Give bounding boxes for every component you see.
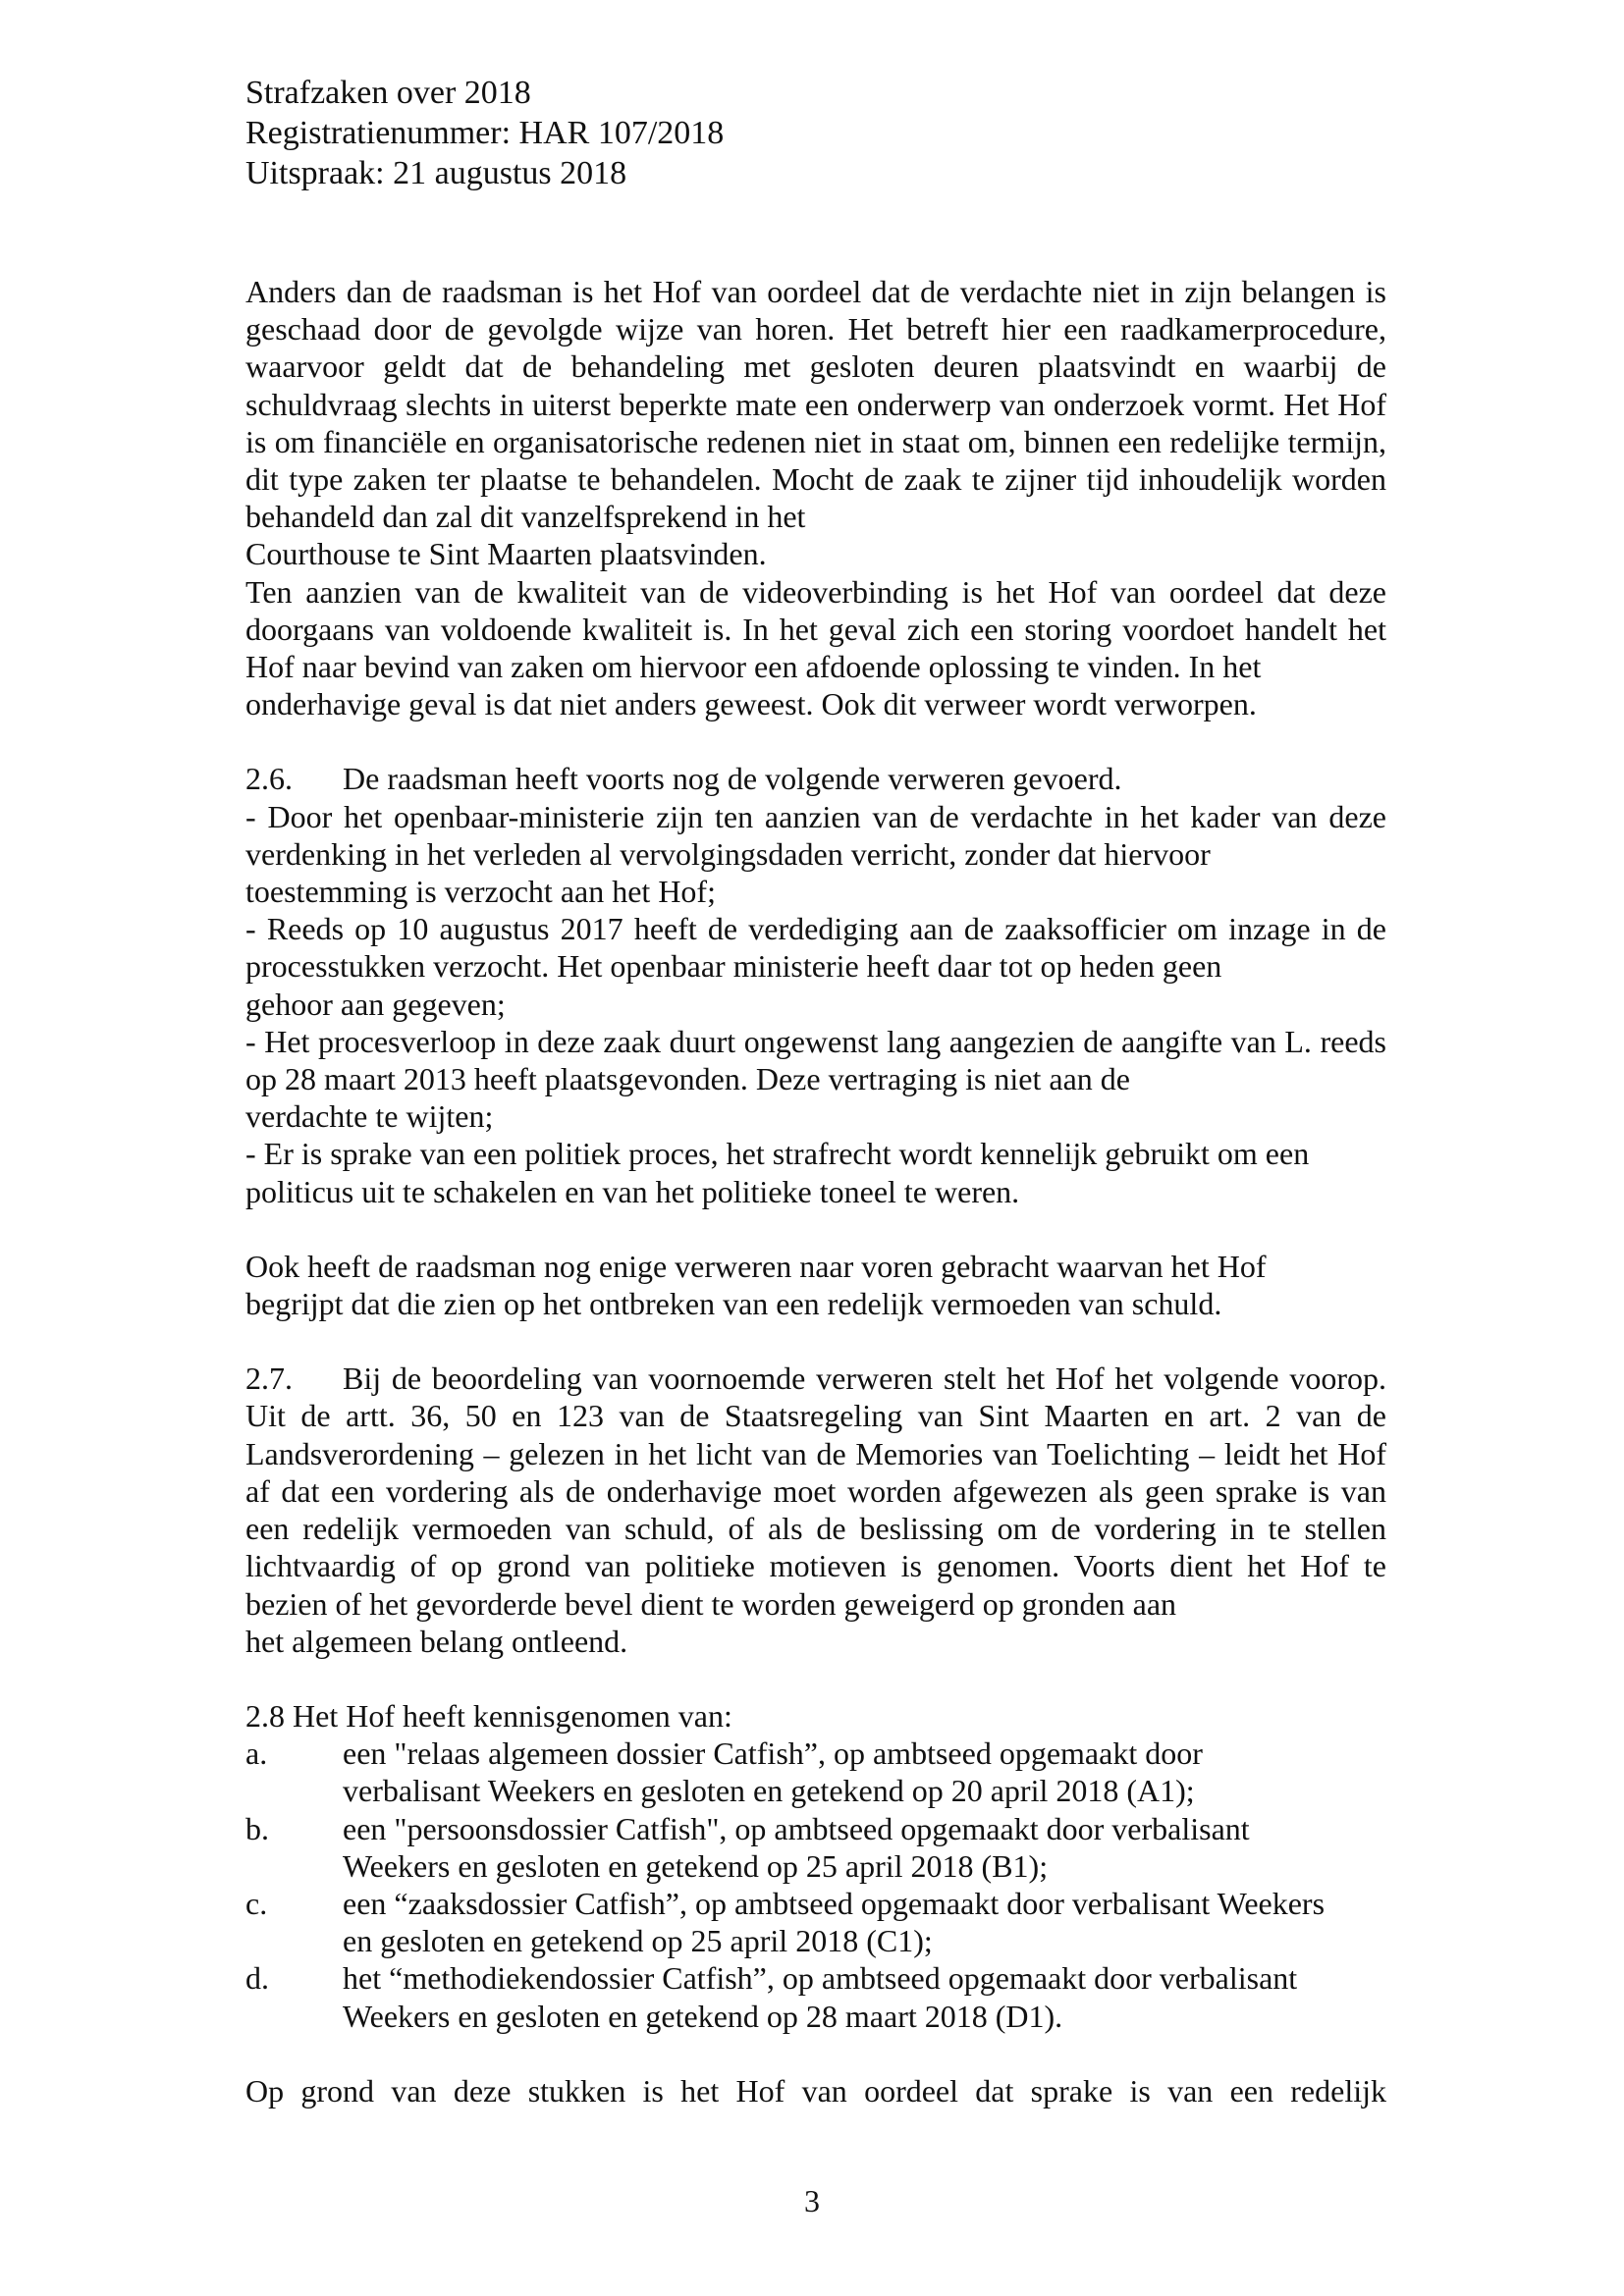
list-item-letter: a. [245, 1735, 268, 1772]
section-2-6-heading: 2.6. De raadsman heeft voorts nog de volgende verweren gevoerd. [245, 761, 1122, 797]
list-item-letter: d. [245, 1960, 269, 1997]
section-number: 2.7. [245, 1361, 293, 1397]
paragraph-conclusion-start: Op grond van deze stukken is het Hof van oordeel dat sprake is van een redelijk [245, 2072, 1386, 2109]
header-title: Strafzaken over 2018 [245, 75, 531, 111]
defense-item: - Er is sprake van een politiek proces, het strafrecht wordt kennelijk gebruikt om een politicus uit te schakelen en van het politieke toneel te weren. [245, 1136, 1310, 1209]
paragraph-further-defenses: Ook heeft de raadsman nog enige verweren naar voren gebracht waarvan het Hof begrijpt dat die zien op het ontbreken van een redelijk vermoeden van schuld. [245, 1248, 1267, 1322]
list-item: c. een “zaaksdossier Catfish”, op ambtseed opgemaakt door verbalisant Weekers en gesloten en getekend op 25 april 2018 (C1); [245, 1885, 1326, 1959]
paragraph-video-quality: Ten aanzien van de kwaliteit van de videoverbinding is het Hof van oordeel dat deze doorgaans van voldoende kwaliteit is. In het geval zich een storing voordoet handelt het Hof naar bevind van zaken om hiervoor een afdoende oplossing te vinden. In het onderhavige geval is dat niet anders geweest. Ook dit verweer wordt verworpen. [245, 573, 1386, 722]
section-2-7-paragraph: 2.7. Bij de beoordeling van voornoemde verweren stelt het Hof het volgende voorop. Uit de artt. 36, 50 en 123 van de Staatsregeling van Sint Maarten en art. 2 van de Landsverordening – gelezen in het licht van de Memories van Toelichting – leidt het Hof af dat een vordering als de onderhavige moet worden afgewezen als geen sprake is van een redelijk vermoeden van schuld, of als de beslissing om de vordering in te stellen lichtvaardig of op grond van politieke motieven is genomen. Voorts dient het Hof te bezien of het gevorderde bevel dient te worden geweigerd op gronden aan het algemeen belang ontleend. [245, 1361, 1386, 1659]
list-item: a. een "relaas algemeen dossier Catfish”, op ambtseed opgemaakt door verbalisant Weekers en gesloten en getekend op 20 april 2018 (A1); [245, 1735, 1203, 1809]
document-body [245, 273, 1386, 2109]
header-ruling-date: Uitspraak: 21 augustus 2018 [245, 155, 627, 191]
list-item-letter: c. [245, 1885, 268, 1921]
defense-item: - Het procesverloop in deze zaak duurt ongewenst lang aangezien de aangifte van L. reeds op 28 maart 2013 heeft plaatsgevonden. Deze vertraging is niet aan de verdachte te wijten; [245, 1023, 1386, 1135]
document-header [245, 73, 724, 193]
section-number: 2.6. [245, 761, 293, 797]
page-number: 3 [804, 2183, 820, 2218]
list-item-letter: b. [245, 1810, 269, 1846]
list-item: b. een "persoonsdossier Catfish", op ambtseed opgemaakt door verbalisant Weekers en gesloten en getekend op 25 april 2018 (B1); [245, 1810, 1250, 1884]
defense-item: - Reeds op 10 augustus 2017 heeft de verdediging aan de zaaksofficier om inzage in de processtukken verzocht. Het openbaar ministerie heeft daar tot op heden geen gehoor aan gegeven; [245, 911, 1386, 1022]
defense-item: - Door het openbaar-ministerie zijn ten aanzien van de verdachte in het kader van deze verdenking in het verleden al vervolgingsdaden verricht, zonder dat hiervoor toestemming is verzocht aan het Hof; [245, 798, 1386, 910]
list-item: d. het “methodiekendossier Catfish”, op ambtseed opgemaakt door verbalisant Weekers en gesloten en getekend op 28 maart 2018 (D1). [245, 1960, 1298, 2034]
section-2-8-heading: 2.8 Het Hof heeft kennisgenomen van: [245, 1697, 732, 1734]
paragraph-hearing-method: Anders dan de raadsman is het Hof van oordeel dat de verdachte niet in zijn belangen is geschaad door de gevolgde wijze van horen. Het betreft hier een raadkamerprocedure, waarvoor geldt dat de behandeling met gesloten deuren plaatsvindt en waarbij de schuldvraag slechts in uiterst beperkte mate een onderwerp van onderzoek vormt. Het Hof is om financiële en organisatorische redenen niet in staat om, binnen een redelijke termijn, dit type zaken ter plaatse te behandelen. Mocht de zaak te zijner tijd inhoudelijk worden behandeld dan zal dit vanzelfsprekend in het Courthouse te Sint Maarten plaatsvinden. [245, 274, 1386, 572]
header-registration-number: Registratienummer: HAR 107/2018 [245, 115, 725, 151]
